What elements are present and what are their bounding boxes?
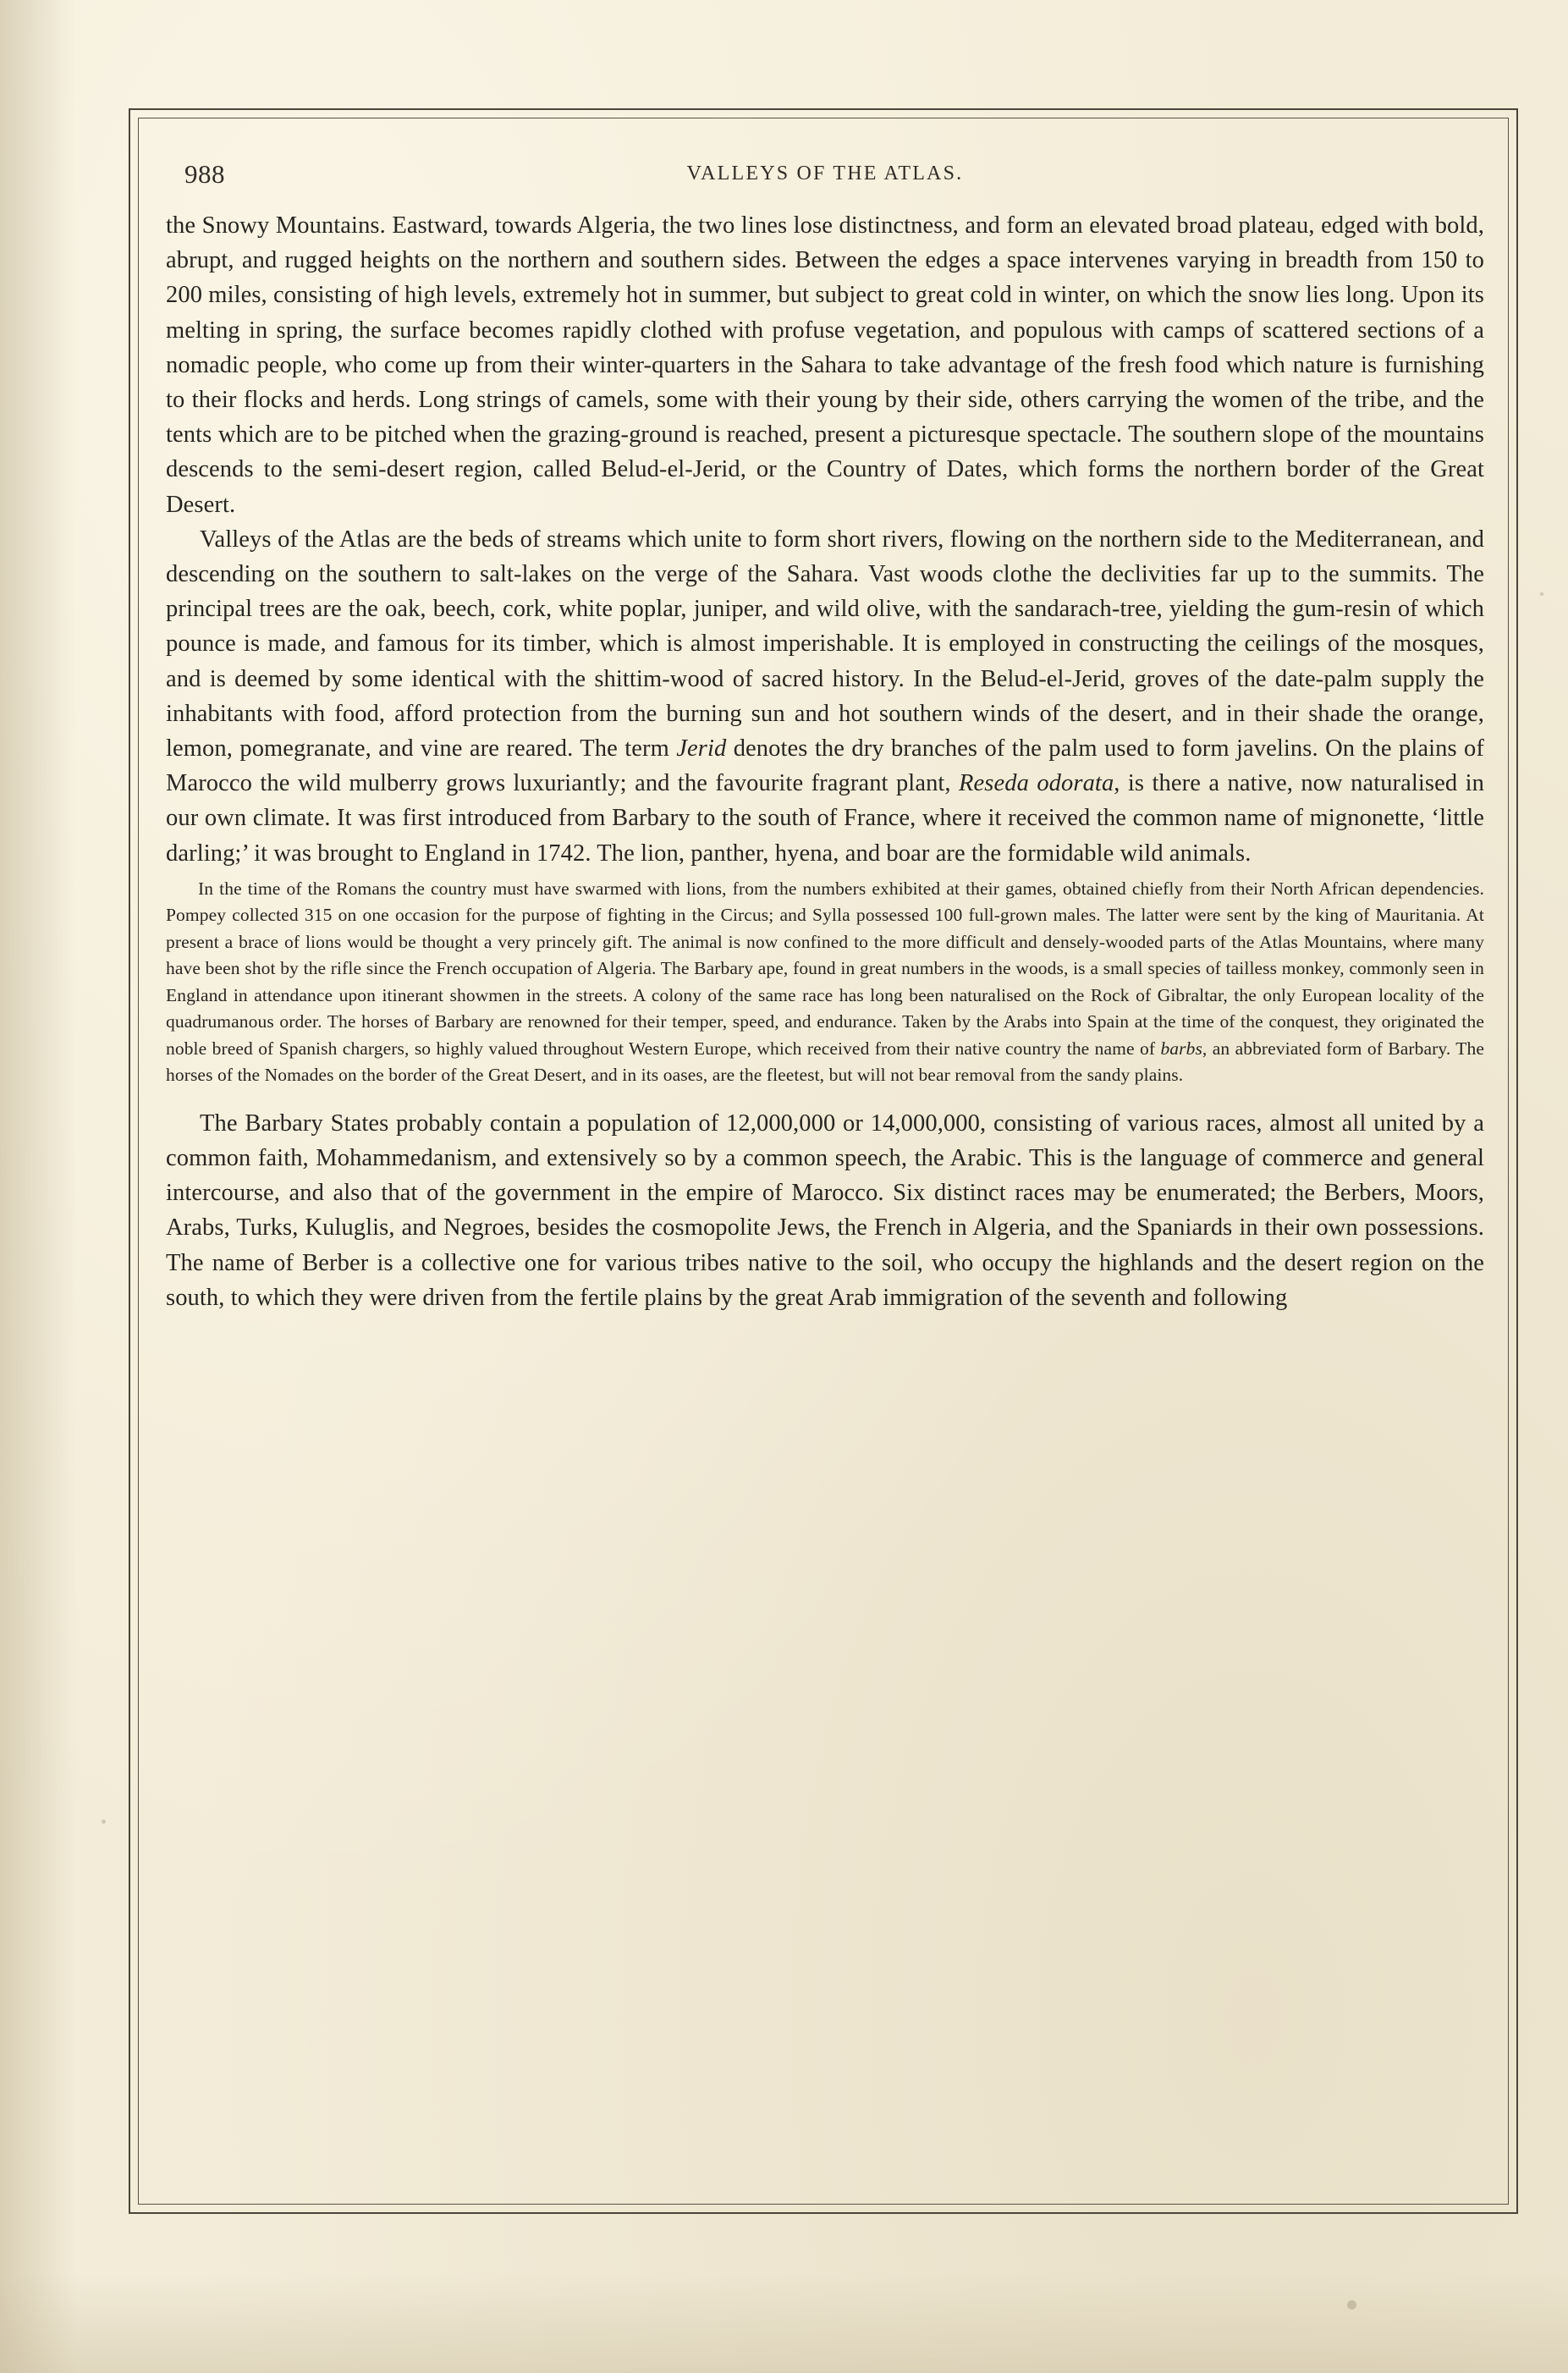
small-print-text-1: In the time of the Romans the country must have swarmed with lions, from the numbers exhibited at their games, obtained chiefly from their North African dependencies. Pompey collected 315 on one occasion for the purpose of fighting in the Circus; and Sylla possessed 100 full-grown males. The latter were sent by the king of Mauritania. At present a brace of lions would be thought a very princely gift. The animal is now confined to the more difficult and densely-wooded parts of the Atlas Mountains, where many have been shot by the rifle since the French occupation of Algeria. The Barbary ape, found in great numbers in the woods, is a small species of tailless monkey, commonly seen in England in attendance upon itinerant showmen in the streets. A colony of the same race has long been naturalised on the Rock of Gibraltar, the only European locality of the quadrumanous order. The horses of Barbary are renowned for their temper, speed, and endurance. Taken by the Arabs into Spain at the time of the conquest, they originated the noble breed of Spanish chargers, so highly valued throughout Western Europe, which received from their native country the name of	[166, 878, 1484, 1059]
italic-reseda-odorata: Reseda odorata	[959, 770, 1114, 797]
paragraph-barbary-states: The Barbary States probably contain a population of 12,000,000 or 14,000,000, consisting of various races, almost all united by a common faith, Mohammedanism, and extensively so by a common speech, the Arabic. This is the language of commerce and general intercourse, and also that of the government in the empire of Marocco. Six distinct races may be enumerated; the Berbers, Moors, Arabs, Turks, Kuluglis, and Negroes, besides the cosmopolite Jews, the French in Algeria, and the Spaniards in their own possessions. The name of Berber is a collective one for various tribes native to the soil, who occupy the highlands and the desert region on the south, to which they were driven from the fertile plains by the great Arab immigration of the seventh and following	[166, 1109, 1484, 1311]
paragraph-valleys-text: Valleys of the Atlas are the beds of streams which unite to form short rivers, flowing on the northern side to the Mediterranean, and descending on the southern to salt-lakes on the verge of the Sahara. Vast woods clothe the declivities far up to the summits. The principal trees are the oak, beech, cork, white poplar, juniper, and wild olive, with the sandarach-tree, yielding the gum-resin of which pounce is made, and famous for its timber, which is almost imperishable. It is employed in constructing the ceilings of the mosques, and is deemed by some identical with the shittim-wood of sacred history. In the Belud-el-Jerid, groves of the date-palm supply the inhabitants with food, afford protection from the burning sun and hot southern winds of the desert, and in their shade the orange, lemon, pomegranate, and vine are reared. The term	[166, 526, 1484, 763]
paper-speck	[1540, 592, 1543, 596]
body-text	[166, 208, 1484, 1315]
footnote-small-print	[166, 876, 1484, 1089]
paragraph-continued: the Snowy Mountains. Eastward, towards Algeria, the two lines lose distinctness, and form an elevated broad plateau, edged with bold, abrupt, and rugged heights on the northern and southern sides. Between the edges a space intervenes varying in breadth from 150 to 200 miles, consisting of high levels, extremely hot in summer, but subject to great cold in winter, on which the snow lies long. Upon its melting in spring, the surface becomes rapidly clothed with profuse vegetation, and populous with camps of scattered sections of a nomadic people, who come up from their winter-quarters in the Sahara to take advantage of the fresh food which nature is furnishing to their flocks and herds. Long strings of camels, some with their young by their side, others carrying the women of the tribe, and the tents which are to be pitched when the grazing-ground is reached, present a picturesque spectacle. The southern slope of the mountains descends to the semi-desert region, called Belud-el-Jerid, or the Country of Dates, which forms the northern border of the Great Desert.	[166, 212, 1484, 518]
paragraph-spacer	[166, 1094, 1484, 1106]
small-print-paragraph	[166, 876, 1484, 1089]
paper-speck	[1347, 2300, 1356, 2310]
paper-speck	[102, 1820, 106, 1824]
paragraph-valleys-text-3: , is there a native, now naturalised in our own climate. It was first introduced from Barbary to the south of France, where it received the common name of mignonette, ‘little darling;’ it was brought to England in 1742. The lion, panther, hyena, and boar are the formidable wild animals.	[166, 770, 1484, 867]
page-edge-shading-bottom	[0, 2271, 1568, 2373]
italic-jerid: Jerid	[676, 735, 727, 763]
page-number: 988	[184, 159, 225, 189]
running-head: VALLEYS OF THE ATLAS.	[686, 162, 964, 184]
paragraph-valleys-text-2: denotes the dry branches of the palm used to form javelins. On the plains of Marocco the wild mulberry grows luxuriantly; and the favourite fragrant plant,	[166, 735, 1484, 797]
paragraph-valleys	[166, 522, 1484, 871]
page-header	[166, 151, 1484, 200]
page-edge-shading-left	[0, 0, 76, 2373]
italic-barbs: barbs	[1160, 1038, 1202, 1059]
small-print-text-2: , an abbreviated form of Barbary. The horses of the Nomades on the border of the Great Desert, and in its oases, are the fleetest, but will not bear removal from the sandy plains.	[166, 1038, 1485, 1086]
page-content	[166, 151, 1484, 2182]
